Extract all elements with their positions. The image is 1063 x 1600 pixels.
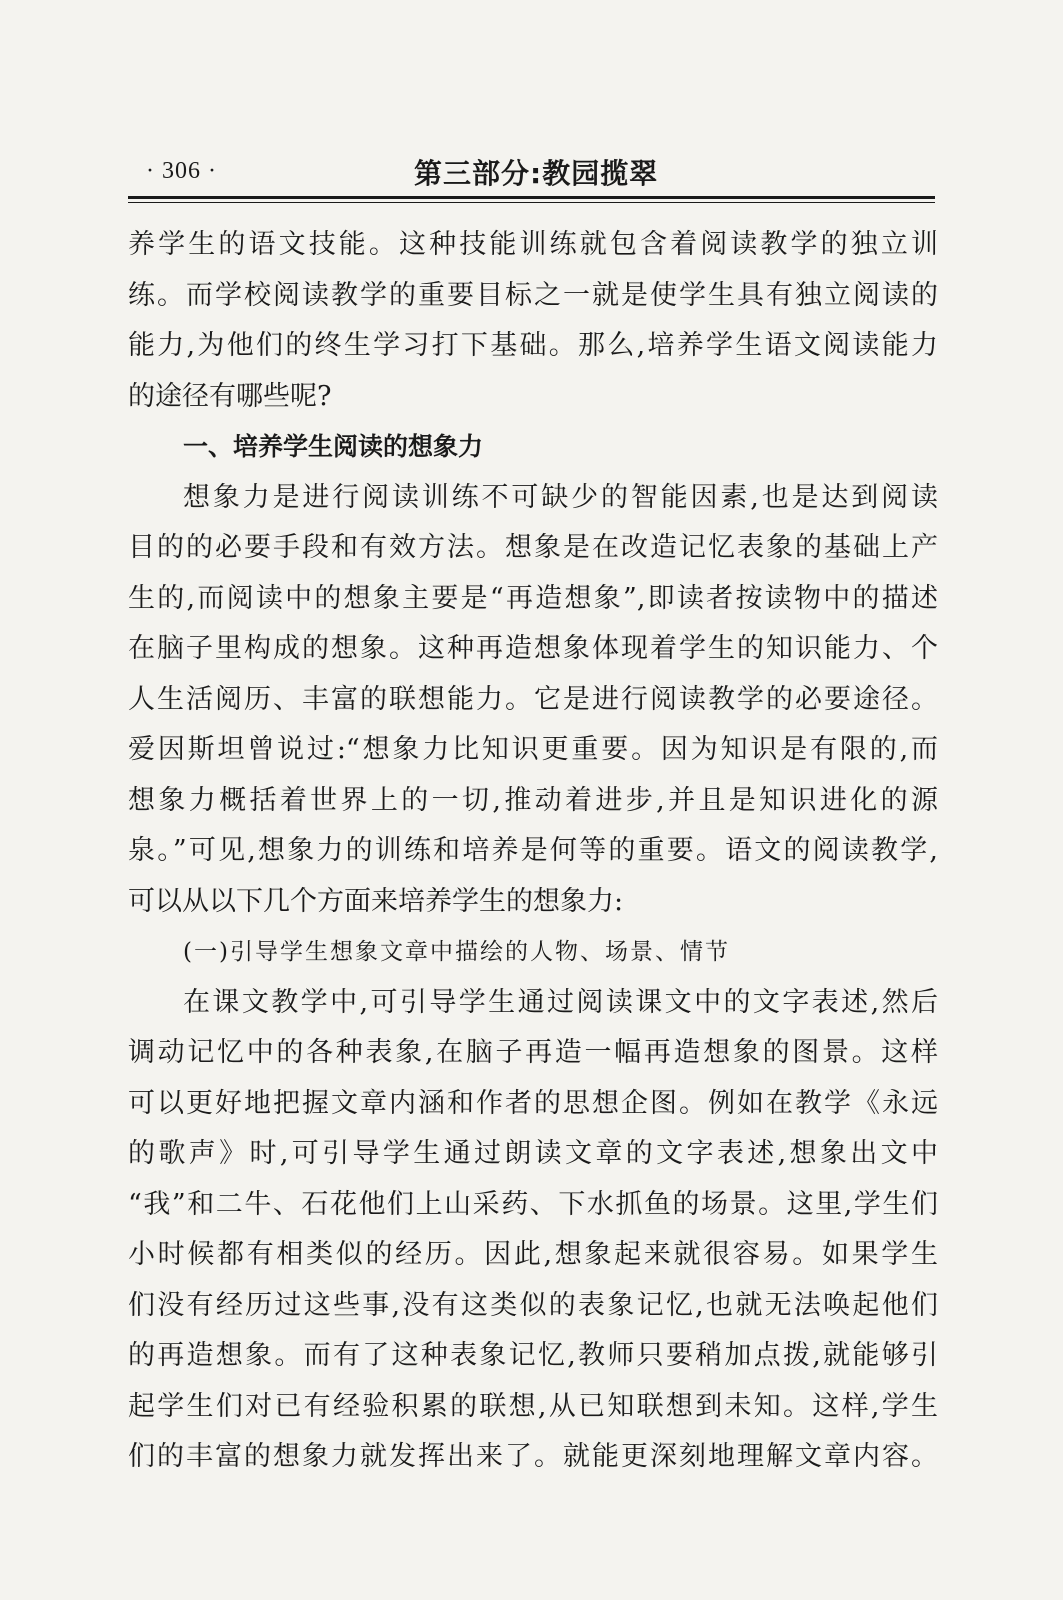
text-line: 的歌声》时,可引导学生通过朗读文章的文字表述,想象出文中 bbox=[128, 1138, 938, 1169]
page-header bbox=[128, 152, 935, 192]
text-line: 的再造想象。而有了这种表象记忆,教师只要稍加点拨,就能够引 bbox=[128, 1340, 938, 1371]
text-line: 生的,而阅读中的想象主要是“再造想象”,即读者按读物中的描述 bbox=[128, 582, 938, 614]
text-line: 可以从以下几个方面来培养学生的想象力: bbox=[128, 885, 624, 917]
text-line: 目的的必要手段和有效方法。想象是在改造记忆表象的基础上产 bbox=[128, 532, 938, 563]
text-line: 想象力概括着世界上的一切,推动着进步,并且是知识进化的源 bbox=[128, 784, 938, 816]
header-rule-thick bbox=[128, 196, 935, 199]
text-line: 在脑子里构成的想象。这种再造想象体现着学生的知识能力、个 bbox=[128, 633, 938, 664]
text-line: 练。而学校阅读教学的重要目标之一就是使学生具有独立阅读的 bbox=[128, 279, 938, 311]
text-line: 起学生们对已有经验积累的联想,从已知联想到未知。这样,学生 bbox=[128, 1390, 938, 1422]
text-line: 人生活阅历、丰富的联想能力。它是进行阅读教学的必要途径。 bbox=[128, 683, 938, 715]
header-rule-thin bbox=[128, 202, 935, 203]
text-line: 可以更好地把握文章内涵和作者的思想企图。例如在教学《永远 bbox=[128, 1087, 938, 1119]
body-text bbox=[128, 220, 938, 1483]
text-line: 调动记忆中的各种表象,在脑子再造一幅再造想象的图景。这样 bbox=[128, 1037, 938, 1068]
text-line: 在课文教学中,可引导学生通过阅读课文中的文字表述,然后 bbox=[183, 986, 938, 1018]
subsection-heading: (一)引导学生想象文章中描绘的人物、场景、情节 bbox=[183, 939, 730, 965]
running-title: 第三部分:教园揽翠 bbox=[414, 157, 659, 190]
text-line: 们的丰富的想象力就发挥出来了。就能更深刻地理解文章内容。 bbox=[128, 1441, 938, 1472]
text-line: 泉。”可见,想象力的训练和培养是何等的重要。语文的阅读教学, bbox=[128, 835, 938, 866]
text-line: 爱因斯坦曾说过:“想象力比知识更重要。因为知识是有限的,而 bbox=[128, 734, 938, 765]
text-line: “我”和二牛、石花他们上山采药、下水抓鱼的场景。这里,学生们 bbox=[128, 1188, 938, 1220]
text-line: 的途径有哪些呢? bbox=[128, 380, 332, 412]
text-line: 小时候都有相类似的经历。因此,想象起来就很容易。如果学生 bbox=[128, 1239, 938, 1270]
text-line: 们没有经历过这些事,没有这类似的表象记忆,也就无法唤起他们 bbox=[128, 1289, 938, 1321]
page-number: · 306 · bbox=[146, 158, 217, 184]
section-heading: 一、培养学生阅读的想象力 bbox=[183, 432, 484, 461]
text-line: 养学生的语文技能。这种技能训练就包含着阅读教学的独立训 bbox=[128, 229, 938, 260]
text-line: 能力,为他们的终生学习打下基础。那么,培养学生语文阅读能力 bbox=[128, 330, 938, 361]
text-line: 想象力是进行阅读训练不可缺少的智能因素,也是达到阅读 bbox=[183, 481, 938, 513]
